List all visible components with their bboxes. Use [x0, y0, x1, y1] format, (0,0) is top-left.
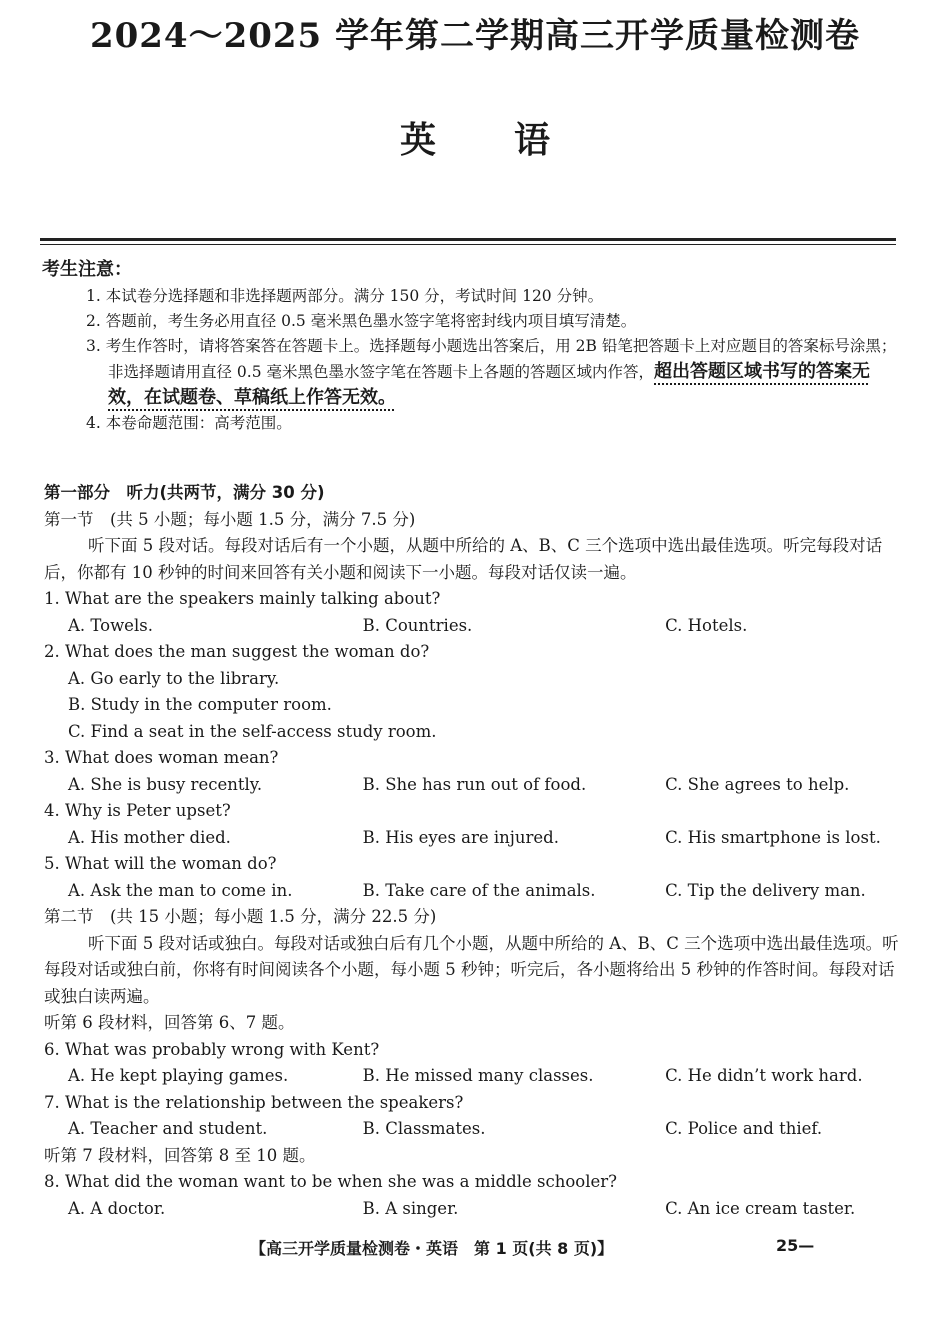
question-1-options — [44, 613, 904, 640]
question-7-options — [44, 1116, 904, 1143]
question-8: 8. What did the woman want to be when she was a middle schooler? — [44, 1172, 618, 1191]
option-c: C. His smartphone is lost. — [665, 827, 881, 847]
notice-item-3 — [86, 334, 898, 411]
option-b: B. His eyes are injured. — [362, 827, 559, 847]
question-2: 2. What does the man suggest the woman do? — [44, 642, 430, 661]
notice-item-4: 4. 本卷命题范围：高考范围。 — [86, 414, 292, 432]
option-a: A. Ask the man to come in. — [68, 880, 293, 900]
section2-heading: 第二节 (共 15 小题；每小题 1.5 分，满分 22.5 分) — [44, 907, 437, 926]
question-5-options — [44, 878, 904, 905]
exam-title: 2024～2025 学年第二学期高三开学质量检测卷 — [89, 16, 861, 56]
option-c: C. Hotels. — [665, 615, 748, 635]
option-c: C. Find a seat in the self-access study room. — [68, 721, 437, 741]
option-c: C. Police and thief. — [665, 1119, 823, 1138]
option-c: C. An ice cream taster. — [665, 1198, 856, 1218]
footer-code: 25— — [776, 1236, 815, 1255]
question-3-options — [44, 772, 904, 799]
subject-title: 英语 — [399, 119, 628, 161]
option-c: C. She agrees to help. — [665, 774, 850, 794]
option-b: B. Take care of the animals. — [362, 880, 596, 900]
option-a: A. His mother died. — [68, 827, 231, 847]
notice-emphasis: 超出答题区域书写的答案无效，在试题卷、草稿纸上作答无效。 — [108, 361, 871, 408]
material-6-note: 听第 6 段材料，回答第 6、7 题。 — [44, 1013, 295, 1032]
option-a: A. She is busy recently. — [68, 774, 263, 794]
option-b: B. She has run out of food. — [362, 774, 587, 794]
notice-heading: 考生注意： — [42, 259, 132, 280]
question-3: 3. What does woman mean? — [44, 748, 279, 767]
option-c: C. He didn’t work hard. — [665, 1066, 863, 1085]
section1-heading: 第一节 (共 5 小题；每小题 1.5 分，满分 7.5 分) — [44, 509, 416, 529]
question-6: 6. What was probably wrong with Kent? — [44, 1039, 380, 1059]
option-b: B. Study in the computer room. — [68, 695, 332, 714]
option-c: C. Tip the delivery man. — [665, 880, 866, 900]
header-rule-thin — [40, 244, 896, 245]
material-7-note: 听第 7 段材料，回答第 8 至 10 题。 — [44, 1145, 316, 1165]
option-a: A. Teacher and student. — [68, 1119, 268, 1138]
option-a: A. A doctor. — [68, 1198, 166, 1218]
notice-item-3-text: 3. 考生作答时，请将答案答在答题卡上。选择题每小题选出答案后，用 2B 铅笔把答题卡上对应题目的答案标号涂黑；非选择题请用直径 0.5 毫米黑色墨水签字笔在答题卡上各题的答题区域内作答， — [86, 337, 897, 381]
notice-list — [86, 284, 898, 436]
footer-page-label: 【高三开学质量检测卷・英语 第 1 页(共 8 页)】 — [250, 1239, 614, 1258]
header-rule-thick — [40, 238, 896, 241]
part1-heading: 第一部分 听力(共两节，满分 30 分) — [44, 483, 325, 502]
listening-part — [44, 480, 904, 1222]
question-8-options — [44, 1196, 904, 1223]
option-b: B. A singer. — [362, 1198, 459, 1218]
question-4-options — [44, 825, 904, 852]
question-4: 4. Why is Peter upset? — [44, 801, 231, 820]
section2-instructions: 听下面 5 段对话或独白。每段对话或独白后有几个小题，从题中所给的 A、B、C 三个选项中选出最佳选项。听每段对话或独白前，你将有时间阅读各个小题，每小题 5 秒钟；听完后，各小题将给出 5 秒钟的作答时间。每段对话或独白读两遍。 — [44, 933, 899, 1006]
question-7: 7. What is the relationship between the speakers? — [44, 1092, 464, 1112]
section1-instructions: 听下面 5 段对话。每段对话后有一个小题，从题中所给的 A、B、C 三个选项中选出最佳选项。听完每段对话后，你都有 10 秒钟的时间来回答有关小题和阅读下一小题。每段对话仅读一遍。 — [44, 536, 883, 582]
option-b: B. Countries. — [362, 615, 473, 635]
option-b: B. Classmates. — [362, 1119, 486, 1138]
question-1: 1. What are the speakers mainly talking about? — [44, 589, 441, 608]
option-a: A. Towels. — [68, 615, 153, 635]
notice-item-2: 2. 答题前，考生务必用直径 0.5 毫米黑色墨水签字笔将密封线内项目填写清楚。 — [86, 312, 637, 330]
option-a: A. He kept playing games. — [68, 1066, 289, 1085]
notice-item-1: 1. 本试卷分选择题和非选择题两部分。满分 150 分，考试时间 120 分钟。 — [86, 287, 604, 305]
question-6-options — [44, 1063, 904, 1090]
option-a: A. Go early to the library. — [68, 668, 280, 688]
option-b: B. He missed many classes. — [362, 1066, 594, 1085]
question-5: 5. What will the woman do? — [44, 854, 277, 873]
